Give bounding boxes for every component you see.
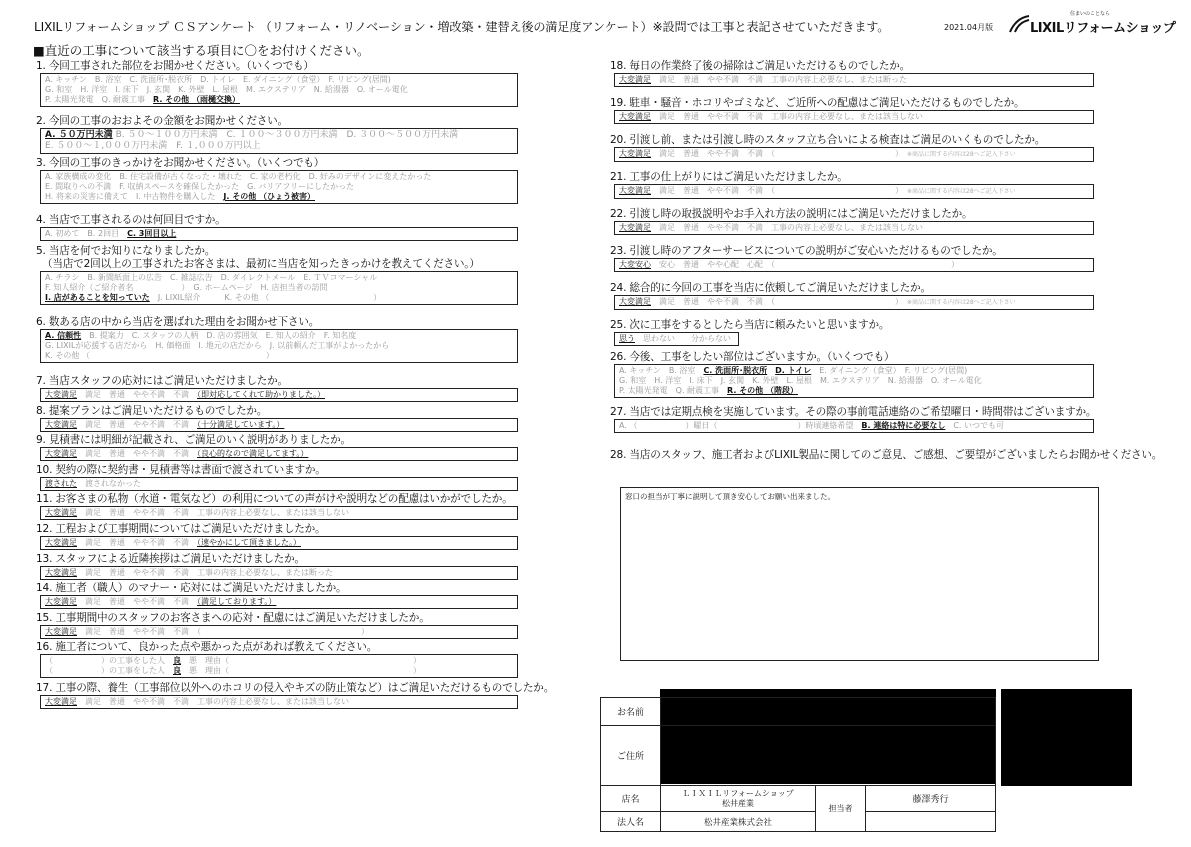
option-line: A. 初めて B. 2回目 [45,229,120,238]
page-title: LIXILリフォームショップ ＣＳアンケート （リフォーム・リノベーション・増改築・建替え後の満足度アンケート）※設問では工事と表記させていただきます。 [34,20,890,34]
answer-box [40,477,518,491]
question-25 [610,319,1185,351]
answer-box [40,329,518,363]
option-line: J. LIXIL紹介 K. その他 （ ） [157,293,382,302]
option-line: 悪 理由（ ） [189,666,421,676]
question-7 [36,375,596,405]
option-line: 満足 普通 やや不満 不満 （ ） [85,626,369,636]
selected-option[interactable]: 大変満足 [45,508,77,518]
option-line: E. 間取りへの不満 F. 収納スペースを確保したかった G. バリアフリーにしたかった [45,182,355,191]
option-line: E. ダイニング（食堂） F. リビング(居間) [819,366,968,375]
question-23 [610,245,1185,282]
option-line: E. ５００～１,０００万円未満 F. １,０００万円以上 [45,141,261,151]
question-title: 28. 当店のスタッフ、施工者およびLIXIL製品に関してのご意見、ご感想、ご要望がございましたらお聞かせください。 [610,449,1163,461]
left-column [36,60,596,712]
selected-option[interactable]: R. その他 （雨樋交換） [153,95,240,104]
question-title: 22. 引渡し時の取扱説明やお手入れ方法の説明にはご満足いただけましたか。 [610,208,973,220]
selected-option[interactable]: 思う [619,334,635,343]
selected-option[interactable]: 大変満足 [619,223,651,232]
question-title: 8. 提案プランはご満足いただけるものでしたか。 [36,404,268,417]
answer-box [40,128,518,154]
question-title: 3. 今回の工事のきっかけをお聞かせください。（いくつでも） [36,157,325,169]
question-title: 12. 工程および工事期間についてはご満足いただけましたか。 [36,522,326,535]
question-27 [610,406,1185,449]
question-title: 11. お客さまの私物（水道・電気など）の利用についての声がけや説明などの配慮はいかがでしたか。 [36,493,513,506]
question-6 [36,316,596,375]
option-line: P. 太陽光発電 Q. 耐震工事 [619,386,720,395]
question-title: 5. 当店を何でお知りになりましたか。 [36,245,216,257]
answer-box [40,536,518,550]
answer-box [40,418,518,432]
corp-value: 松井産業株式会社 [661,812,816,832]
question-19 [610,97,1185,134]
header [30,11,1176,36]
selected-option[interactable]: 大変満足 [45,597,77,607]
question-title: 1. 今回工事された部位をお聞かせください。（いくつでも） [36,60,314,72]
question-title: 20. 引渡し前、または引渡し時のスタッフ立ち合いによる検査はご満足のいくものでしたか。 [610,134,1046,146]
question-title: 19. 駐車・騒音・ホコリやゴミなど、ご近所への配慮はご満足いただけるものでしたか。 [610,97,1025,109]
option-line: 満足 普通 やや不満 不満 工事の内容上必要なし、または該当しない [85,697,349,707]
question-title: 4. 当店で工事されるのは何回目ですか。 [36,214,226,226]
question-11 [36,493,596,523]
question-18 [610,60,1185,97]
option-line: 満足 普通 やや不満 不満 工事の内容上必要なし、または該当しない [659,112,923,121]
question-5 [36,245,596,316]
store-value: 松井産業 [722,798,754,808]
option-line: 思わない 分からない [643,334,731,343]
question-17 [36,682,596,712]
answer-note: （即対応してくれて助かりました。） [197,390,325,399]
selected-option[interactable]: 良 [173,666,181,676]
answer-box [614,73,1094,87]
question-15 [36,612,596,642]
selected-option[interactable]: J. その他 （ひょう被害） [223,192,315,201]
selected-option[interactable]: I. 店があることを知っていた [45,293,150,302]
option-line: 満足 普通 やや不満 不満 [85,449,189,459]
option-line: G. 和室 H. 洋室 I. 床下 J. 玄関 K. 外壁 L. 屋根 M. エクステリア N. 給湯器 O. オール電化 [45,85,408,94]
question-10 [36,464,596,494]
selected-option[interactable]: R. その他 （階段） [727,386,798,395]
selected-option[interactable]: 大変満足 [619,186,651,195]
answer-box [40,388,518,402]
question-title: 7. 当店スタッフの応対にはご満足いただけましたか。 [36,375,288,387]
answer-note: （速やかにして頂きました。） [197,537,301,547]
question-title: 23. 引渡し時のアフターサービスについての説明がご安心いただけるものでしたか。 [610,245,1003,257]
option-line: 満足 普通 やや不満 不満 （ ） [659,149,899,158]
answer-box [40,506,518,520]
customer-info-table [600,697,996,832]
question-title: 6. 数ある店の中から当店を選ばれた理由をお聞かせ下さい。 [36,316,320,328]
answer-box [40,73,518,107]
option-line: G. LIXILが応援する店だから H. 価格面 I. 地元の店だから J. 以前頼んだ工事がよかったから [45,341,390,350]
option-line: 渡されなかった [85,478,141,488]
comment-field[interactable]: 窓口の担当が丁寧に説明して頂き安心してお願い出来ました。 [620,487,1099,661]
question-title: 21. 工事の仕上がりにはご満足いただけましたか。 [610,171,848,183]
option-line: 満足 普通 やや不満 不満 [85,419,189,429]
selected-option[interactable]: C. 3回目以上 [127,229,177,238]
answer-note: （十分満足しています。） [197,419,285,429]
logo-name: LIXILリフォームショップ [1030,21,1176,36]
selected-option[interactable]: 大変満足 [619,75,651,84]
question-12 [36,523,596,553]
answer-box [614,110,1094,124]
answer-box [40,595,518,609]
selected-option[interactable]: B. 連絡は特に必要なし [861,421,946,430]
answer-box [40,695,518,709]
selected-option[interactable]: A. ５０万円未満 [45,130,113,140]
logo [1008,8,1176,38]
option-line: C. いつでも可 [953,421,1005,430]
logo-mark-icon [1008,14,1030,34]
selected-option[interactable]: 大変満足 [619,149,651,158]
answer-box [40,227,518,241]
section-title: ■直近の工事について該当する項目に〇をお付けください。 [33,43,370,58]
name-field[interactable] [661,698,996,726]
selected-option[interactable]: 大変満足 [45,567,77,577]
answer-note: （良心的なので満足してます。） [197,449,309,459]
answer-box [614,258,1094,272]
option-line: F. 知人紹介（ご紹介者名 ） G. ホームページ H. 店担当者の訪問 [45,283,328,292]
question-22 [610,208,1185,245]
selected-option[interactable]: 大変満足 [619,297,651,306]
answer-box [614,147,1094,162]
option-line: P. 太陽光発電 Q. 耐震工事 [45,95,146,104]
question-9 [36,434,596,464]
question-24 [610,282,1185,319]
question-title: 27. 当店では定期点検を実施しています。その際の事前電話連絡のご希望曜日・時間帯はございますか。 [610,406,1097,418]
right-column [610,60,1185,479]
answer-box [40,271,518,305]
option-line: A. 家族構成の変化 B. 住宅設備が古くなった・壊れた C. 家の老朽化 D. 好みのデザインに変えたかった [45,172,432,181]
question-20 [610,134,1185,171]
option-line: 満足 普通 やや不満 不満 工事の内容上必要なし、または該当しない [85,508,349,518]
option-line: A. チラシ B. 新聞紙面上の広告 C. 雑誌広告 D. ダイレクトメール E. ＴＶコマーシャル [45,273,378,282]
question-26 [610,351,1185,406]
address-field[interactable] [661,726,996,786]
option-line: （ ）の工事をした人 [45,656,165,666]
answer-footnote: ※商品に関する内容は28へご記入下さい [907,151,1016,158]
question-21 [610,171,1185,208]
store-label: 店名 [601,786,661,812]
form-version: 2021.04月版 [944,23,994,32]
selected-option[interactable]: 良 [173,656,181,666]
question-title: 13. スタッフによる近隣挨拶はご満足いただけましたか。 [36,552,305,565]
question-subtitle: （当店で2回以上の工事されたお客さまは、最初に当店を知ったきっかけを教えてください。） [42,258,480,270]
selected-option[interactable]: A. 信頼性 [45,331,82,340]
question-3 [36,157,596,214]
option-line: 悪 理由（ ） [189,656,421,666]
selected-option[interactable]: 大変満足 [619,112,651,121]
question-title: 2. 今回の工事のおおよその金額をお聞かせください。 [36,115,288,127]
selected-option[interactable]: 大変満足 [45,697,77,707]
option-line: B. ５０～１００万円未満 C. １００～３００万円未満 D. ３００～５００万円未満 [115,130,459,140]
option-line: 満足 普通 やや不満 不満 [85,597,189,607]
question-4 [36,214,596,245]
staff-extra [866,812,996,832]
question-title: 10. 契約の際に契約書・見積書等は書面で渡されていますか。 [36,463,326,476]
question-title: 25. 次に工事をするとしたら当店に頼みたいと思いますか。 [610,319,890,331]
option-line: A. キッチン B. 浴室 C. 洗面所･脱衣所 D. トイレ E. ダイニング（食堂） F. リビング(居間) [45,75,391,84]
question-title: 14. 施工者（職人）のマナー・応対にはご満足いただけましたか。 [36,582,347,595]
selected-option[interactable]: C. 洗面所･脱衣所 [703,366,768,375]
selected-option[interactable]: 大変満足 [45,419,77,429]
staff-label: 担当者 [816,786,866,832]
option-line: 満足 普通 やや不満 不満 [85,537,189,547]
question-1 [36,60,596,115]
option-line: G. 和室 H. 洋室 I. 床下 J. 玄関 K. 外壁 L. 屋根 M. エクステリア N. 給湯器 O. オール電化 [619,376,982,385]
question-title: 15. 工事期間中のスタッフのお客さまへの応対・配慮にはご満足いただけましたか。 [36,611,430,624]
option-line: （ ）の工事をした人 [45,666,165,676]
answer-footnote: ※商品に関する内容は28へご記入下さい [907,299,1016,306]
answer-box [40,625,518,639]
question-13 [36,553,596,583]
address-label: ご住所 [601,726,661,786]
logo-tagline: 住まいのことなら [1070,11,1111,17]
answer-box [614,295,1094,310]
question-title: 24. 総合的に今回の工事を当店に依頼してご満足いただけましたか。 [610,282,931,294]
selected-option[interactable]: 大変満足 [45,626,77,636]
option-line: A. キッチン B. 浴室 [619,366,696,375]
answer-box [40,447,518,461]
selected-option[interactable]: D. トイレ [775,366,812,375]
selected-option[interactable]: 大変安心 [619,260,651,269]
answer-footnote: ※商品に関する内容は28へご記入下さい [907,188,1016,195]
store-value: ＬＩＸＩＬリフォームショップ [682,788,794,798]
question-16 [36,641,596,682]
option-line: H. 将来の災害に備えて I. 中古物件を購入した [45,192,216,201]
answer-box [40,170,518,204]
question-2 [36,115,596,157]
redacted-area [1001,689,1132,786]
option-line: 満足 普通 やや不満 不満 （ ） [659,186,899,195]
option-line: B. 提案力 C. スタッフの人柄 D. 店の雰囲気 E. 知人の紹介 F. 知名度 [89,331,357,340]
answer-box [614,364,1094,398]
corp-label: 法人名 [601,812,661,832]
option-line: 安心 普通 やや心配 心配 （ ） [659,260,959,269]
option-line: K. その他 （ ） [45,351,274,360]
question-28 [610,449,1185,479]
answer-box [614,419,1094,433]
selected-option[interactable]: 大変満足 [45,390,77,399]
staff-value: 藤澤秀行 [866,786,996,812]
answer-note: （満足しております。） [197,597,277,607]
answer-box [40,566,518,580]
answer-box [40,654,518,678]
name-label: お名前 [601,698,661,726]
option-line: 満足 普通 やや不満 不満 （ ） [659,297,899,306]
question-title: 26. 今後、工事をしたい部位はございますか。（いくつでも） [610,351,895,363]
question-8 [36,405,596,435]
answer-box [614,184,1094,199]
question-14 [36,582,596,612]
option-line: 満足 普通 やや不満 不満 工事の内容上必要なし、または断った [85,567,333,577]
selected-option[interactable]: 渡された [45,478,77,488]
option-line: A. （ ）曜日（ ）時頃連絡希望 [619,421,854,430]
option-line: 満足 普通 やや不満 不満 [85,390,189,399]
answer-box [614,332,739,346]
question-title: 18. 毎日の作業終了後の掃除はご満足いただけるものでしたか。 [610,60,911,72]
question-title: 16. 施工者について、良かった点や悪かった点があれば教えてください。 [36,641,378,654]
selected-option[interactable]: 大変満足 [45,537,77,547]
option-line: 満足 普通 やや不満 不満 工事の内容上必要なし、または断った [659,75,907,84]
selected-option[interactable]: 大変満足 [45,449,77,459]
question-title: 9. 見積書には明細が記載され、ご満足のいく説明がありましたか。 [36,434,351,447]
question-title: 17. 工事の際、養生（工事部位以外へのホコリの侵入やキズの防止策など）はご満足いただけるものでしたか。 [36,682,555,695]
answer-box [614,221,1094,235]
option-line: 満足 普通 やや不満 不満 工事の内容上必要なし、または該当しない [659,223,923,232]
